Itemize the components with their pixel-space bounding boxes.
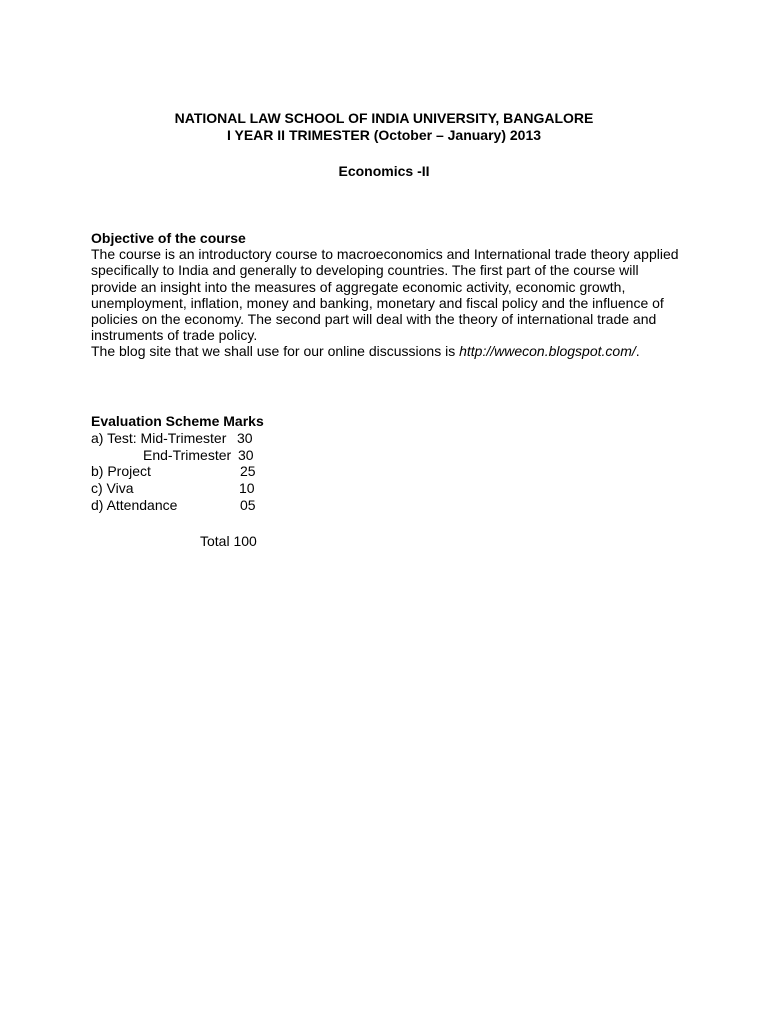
eval-label: b) Project <box>91 463 151 480</box>
evaluation-heading: Evaluation Scheme Marks <box>91 413 264 429</box>
eval-value: 30 <box>238 446 254 463</box>
eval-value: 25 <box>240 463 256 480</box>
eval-label: d) Attendance <box>91 496 178 513</box>
objective-line: instruments of trade policy. <box>91 327 258 344</box>
eval-value: 10 <box>239 480 255 497</box>
eval-label: a) Test: Mid-Trimester <box>91 429 227 446</box>
eval-row-project <box>91 463 491 480</box>
evaluation-total: Total 100 <box>200 533 257 549</box>
evaluation-section <box>91 413 491 514</box>
blog-line <box>91 343 691 359</box>
objective-line: specifically to India and generally to developing countries. The first part of the course will <box>91 262 639 279</box>
blog-suffix: . <box>635 343 640 360</box>
blog-url: http://wwecon.blogspot.com/ <box>459 343 636 360</box>
objective-line: The course is an introductory course to macroeconomics and International trade theory applied <box>91 246 679 263</box>
eval-row-attendance <box>91 497 491 514</box>
eval-label: c) Viva <box>91 480 134 497</box>
eval-value: 05 <box>240 496 256 513</box>
blog-prefix: The blog site that we shall use for our online discussions is <box>91 343 460 360</box>
objective-line: unemployment, inflation, money and banking, monetary and fiscal policy and the influence of <box>91 294 664 311</box>
eval-row-mid-trimester <box>91 430 491 447</box>
institution-title: NATIONAL LAW SCHOOL OF INDIA UNIVERSITY, BANGALORE <box>174 110 594 126</box>
document-header <box>0 110 768 144</box>
eval-row-viva <box>91 480 491 497</box>
eval-row-end-trimester <box>91 447 491 464</box>
eval-value: 30 <box>237 429 253 446</box>
objective-section <box>91 230 691 360</box>
objective-heading: Objective of the course <box>91 230 246 246</box>
eval-label: End-Trimester <box>143 446 232 463</box>
objective-line: provide an insight into the measures of aggregate economic activity, economic growth, <box>91 278 626 295</box>
term-title: I YEAR II TRIMESTER (October – January) 2013 <box>226 127 542 143</box>
objective-line: policies on the economy. The second part will deal with the theory of international trade and <box>91 311 657 328</box>
subject-title: Economics -II <box>338 163 430 179</box>
